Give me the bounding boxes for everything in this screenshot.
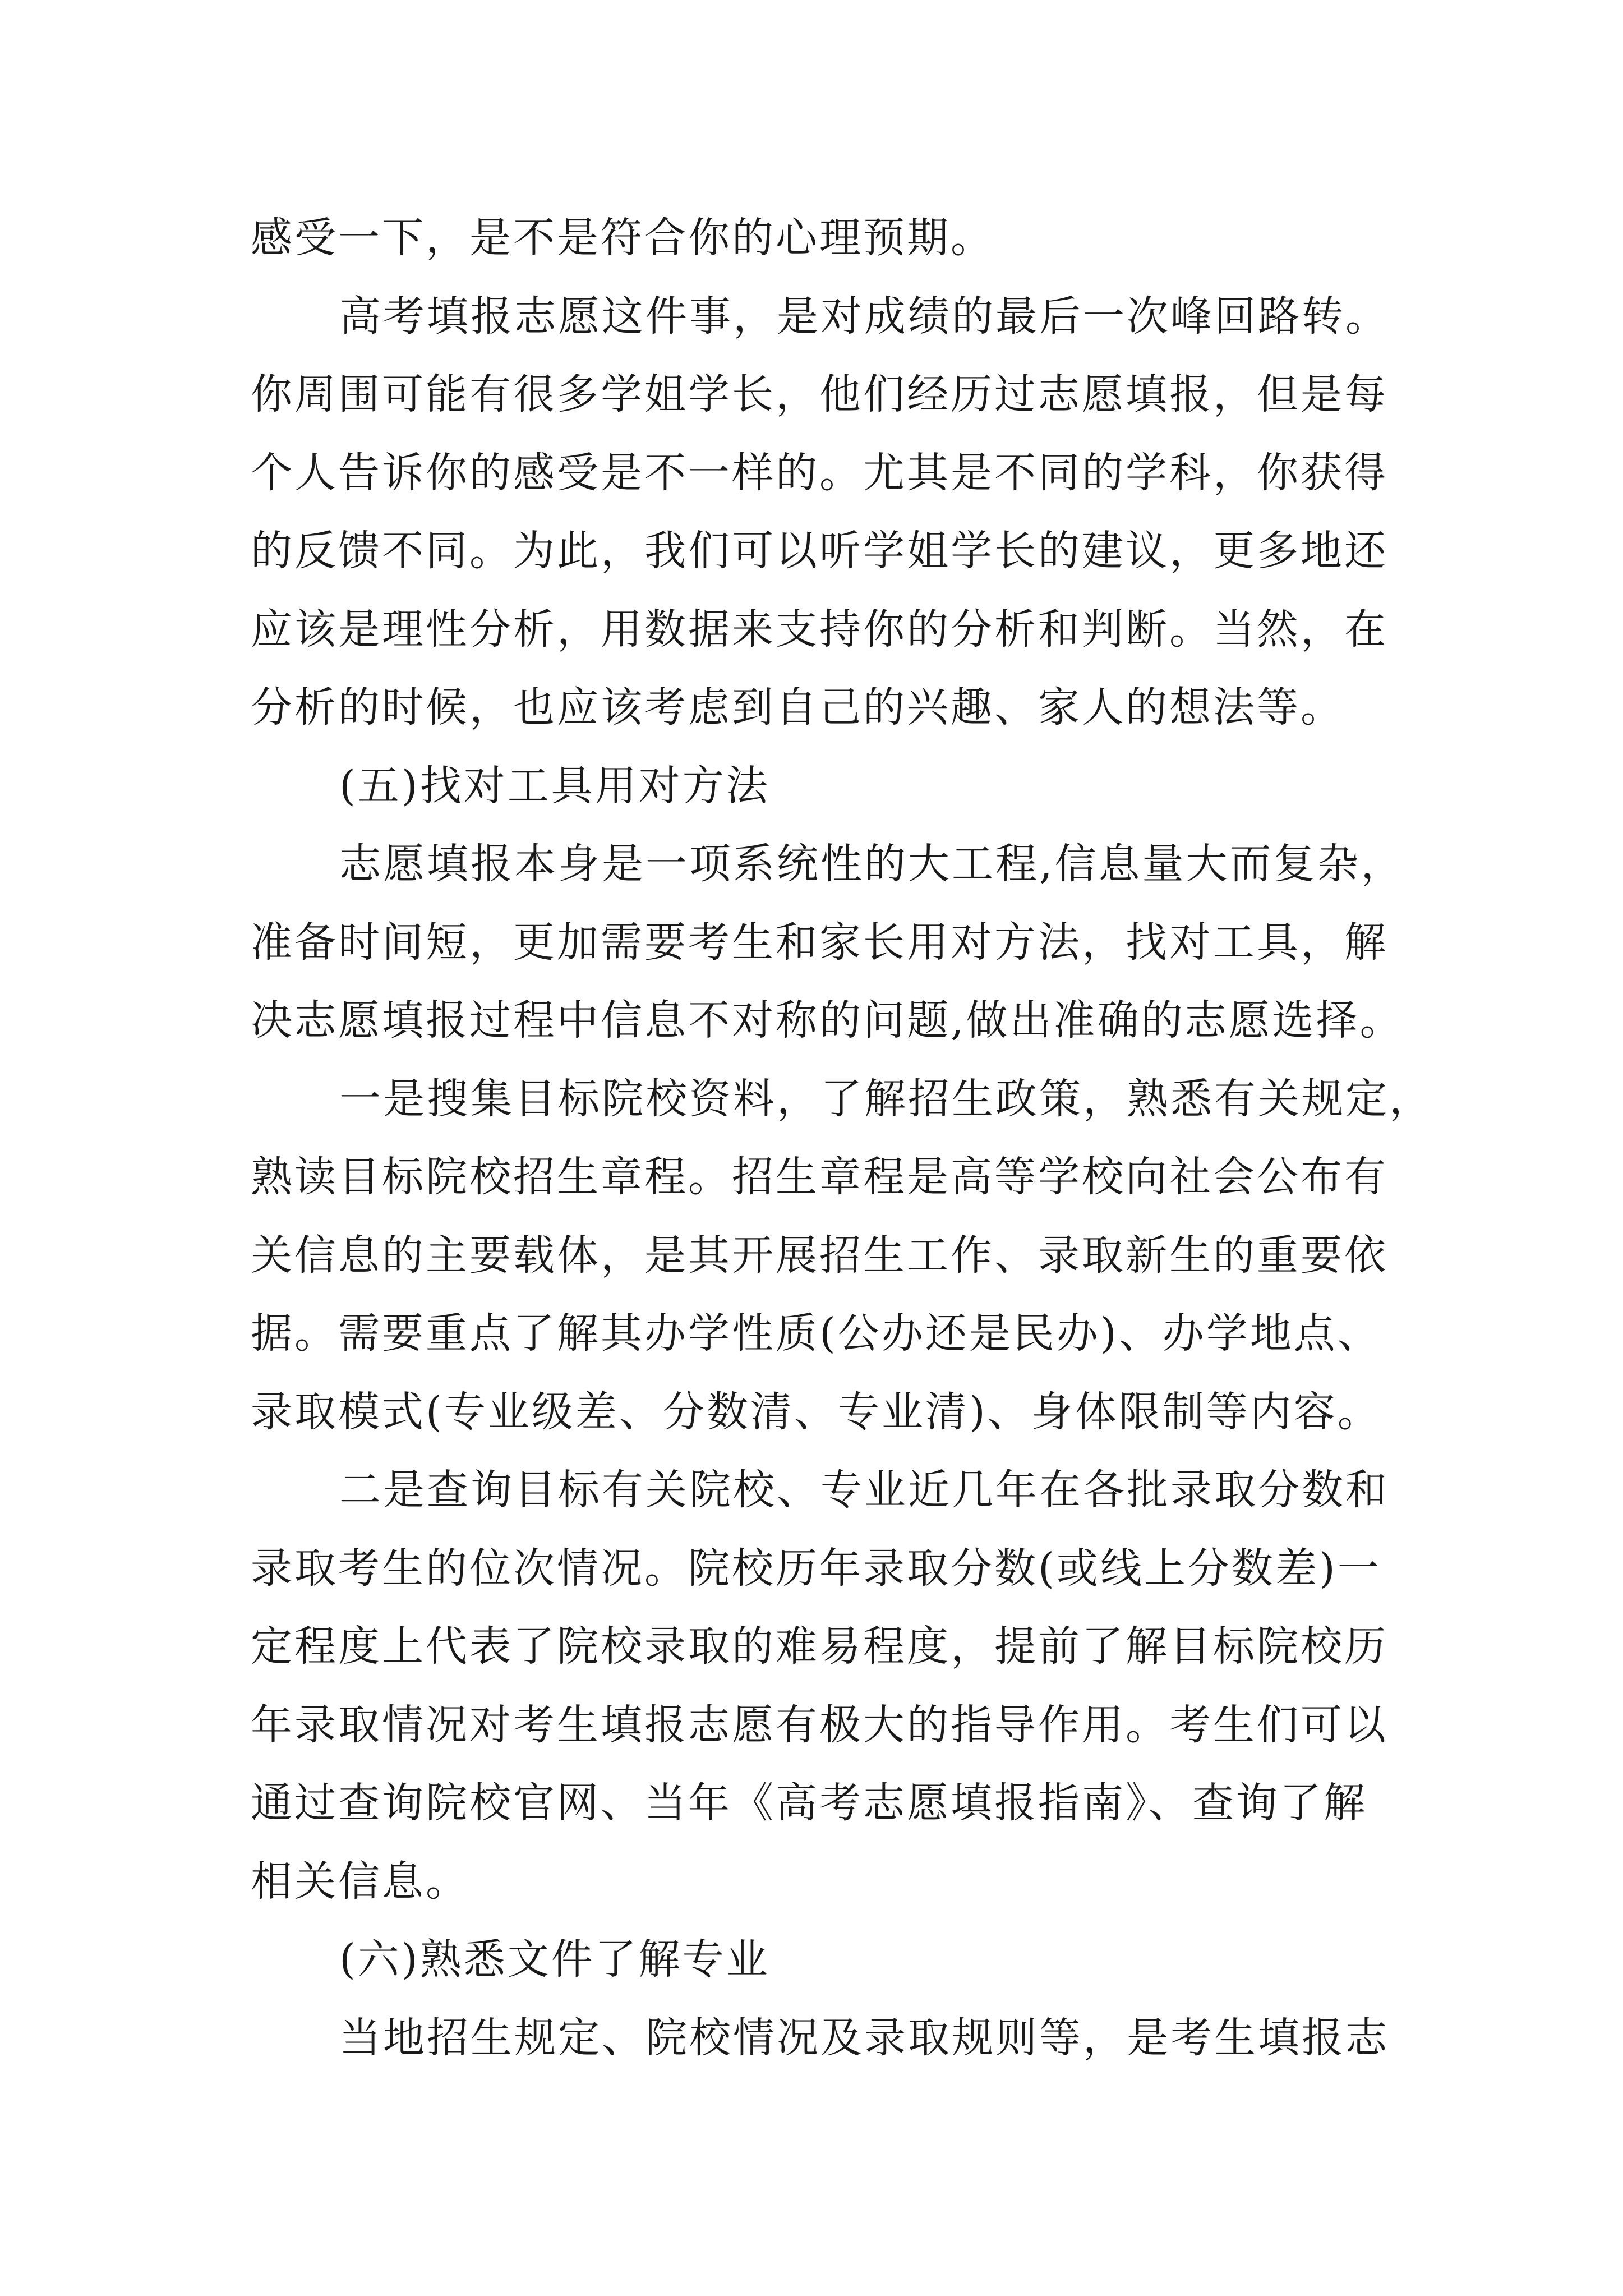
text-line: 熟读目标院校招生章程。招生章程是高等学校向社会公布有: [251, 1153, 1388, 1201]
text-line: 录取模式(专业级差、分数清、专业清)、身体限制等内容。: [251, 1387, 1381, 1436]
text-line: 定程度上代表了院校录取的难易程度，提前了解目标院校历: [251, 1622, 1388, 1671]
paragraph-first-line: 志愿填报本身是一项系统性的大工程,信息量大而复杂，: [339, 840, 1405, 888]
text-line: 决志愿填报过程中信息不对称的问题,做出准确的志愿选择。: [251, 996, 1404, 1045]
text-line: 关信息的主要载体，是其开展招生工作、录取新生的重要依: [251, 1231, 1388, 1280]
text-line: 据。需要重点了解其办学性质(公办还是民办)、办学地点、: [251, 1309, 1381, 1358]
text-line: 年录取情况对考生填报志愿有极大的指导作用。考生们可以: [251, 1700, 1388, 1749]
text-line: 个人告诉你的感受是不一样的。尤其是不同的学科，你获得: [251, 448, 1388, 497]
text-line: 的反馈不同。为此，我们可以听学姐学长的建议，更多地还: [251, 527, 1388, 575]
text-line: 应该是理性分析，用数据来支持你的分析和判断。当然，在: [251, 605, 1388, 654]
text-line: 通过查询院校官网、当年《高考志愿填报指南》、查询了解: [251, 1779, 1367, 1827]
text-line: 你周围可能有很多学姐学长，他们经历过志愿填报，但是每: [251, 370, 1388, 418]
text-line: 感受一下，是不是符合你的心理预期。: [251, 214, 994, 262]
text-line: 相关信息。: [251, 1857, 469, 1906]
body-text: [251, 199, 1433, 2077]
section-heading-6: (六)熟悉文件了解专业: [339, 1935, 770, 1984]
section-heading-5: (五)找对工具用对方法: [339, 761, 770, 810]
text-line: 分析的时候，也应该考虑到自己的兴趣、家人的想法等。: [251, 683, 1344, 731]
paragraph-first-line: 一是搜集目标院校资料，了解招生政策，熟悉有关规定，: [339, 1074, 1433, 1123]
paragraph-first-line: 当地招生规定、院校情况及录取规则等，是考生填报志: [339, 2013, 1389, 2062]
text-line: 准备时间短，更加需要考生和家长用对方法，找对工具，解: [251, 918, 1388, 967]
paragraph-first-line: 高考填报志愿这件事，是对成绩的最后一次峰回路转。: [339, 292, 1389, 341]
paragraph-first-line: 二是查询目标有关院校、专业近几年在各批录取分数和: [339, 1466, 1389, 1514]
text-line: 录取考生的位次情况。院校历年录取分数(或线上分数差)一: [251, 1544, 1381, 1593]
